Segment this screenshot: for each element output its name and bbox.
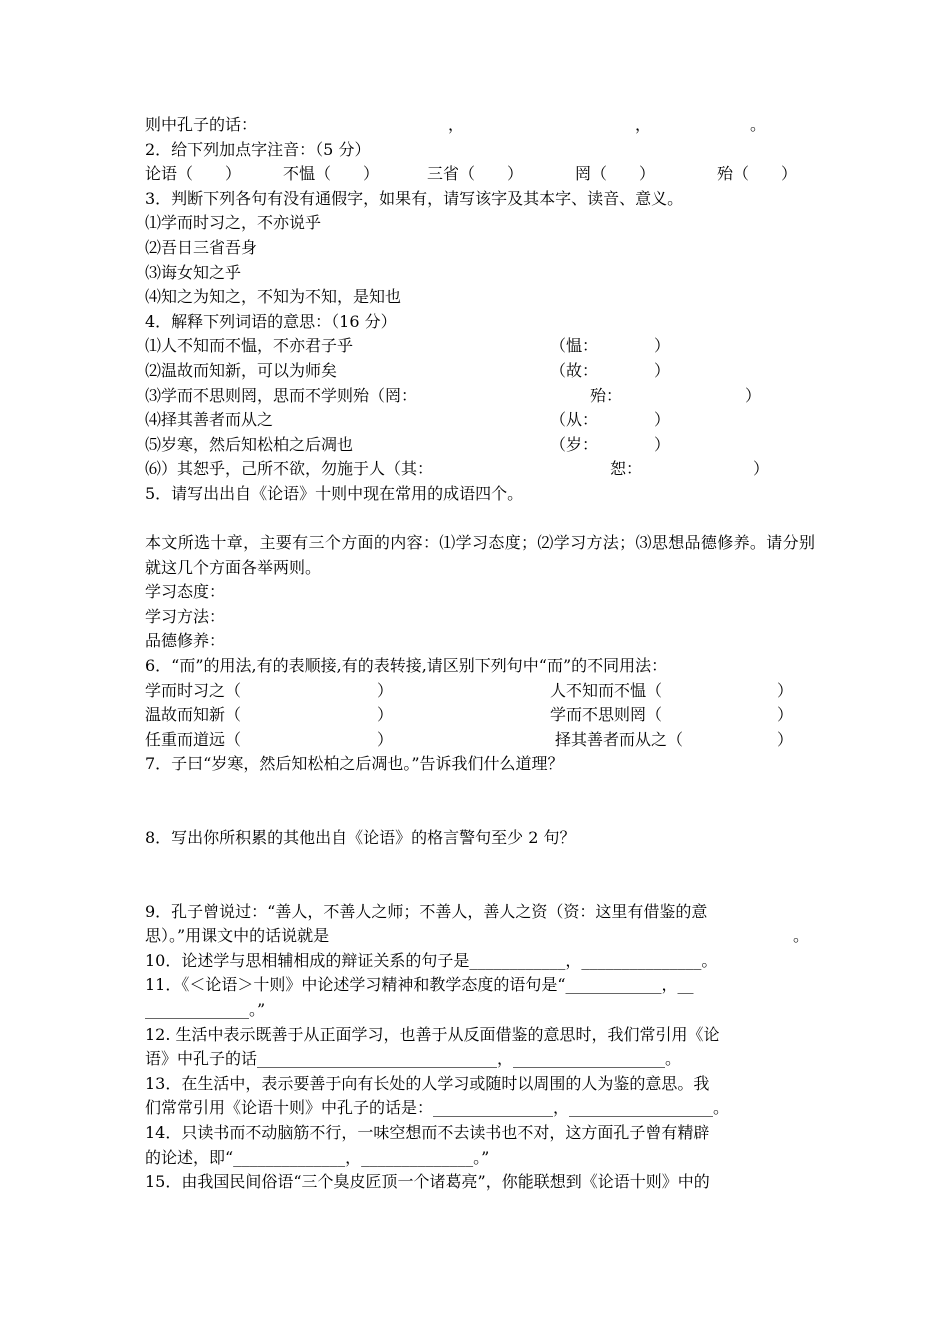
question-2-title: 2．给下列加点字注音：（5 分）	[145, 139, 371, 159]
text-segment: （岁： ）	[550, 434, 671, 454]
pinyin-item: 不愠（ ）	[283, 164, 380, 184]
text-segment: ⑴人不知而不愠，不亦君子乎	[145, 336, 354, 356]
question-12-line: 语》中孔子的话______________________________，___________________。	[145, 1049, 682, 1069]
question-7-title: 7．子曰“岁寒，然后知松柏之后凋也。”告诉我们什么道理？	[145, 754, 564, 774]
question-4-item	[145, 384, 815, 409]
question-4-item	[145, 457, 815, 482]
text-segment: 。	[793, 926, 810, 946]
question-13-line: 13．在生活中，表示要善于向有长处的人学习或随时以周围的人为鉴的意思。我	[145, 1073, 710, 1093]
text-segment: 殆：	[590, 385, 623, 405]
question-4-item	[145, 334, 815, 359]
question-9-line	[145, 924, 815, 949]
question-4-item	[145, 408, 815, 433]
text-segment: 。	[750, 115, 767, 134]
question-11-line: 11．《＜论语＞十则》中论述学习精神和教学态度的语句是“____________，__	[145, 975, 694, 995]
pinyin-item: 三省（ ）	[427, 164, 524, 184]
pinyin-item: 罔（ ）	[575, 164, 656, 184]
text-segment: 学而时习之（	[145, 680, 242, 700]
question-9-line: 9．孔子曾说过：“善人，不善人之师；不善人，善人之资（资：这里有借鉴的意	[145, 901, 708, 921]
text-segment: ）	[745, 385, 762, 405]
question-6-row	[145, 679, 815, 704]
text-segment: 择其善者而从之（	[555, 729, 684, 749]
question-13-line: 们常常引用《论语十则》中孔子的话是：_______________，__________________。	[145, 1098, 730, 1118]
text-segment: ，	[635, 115, 652, 134]
text-segment: ）	[753, 459, 770, 479]
question-6-title: 6．“而”的用法,有的表顺接,有的表转接,请区别下列句中“而”的不同用法：	[145, 656, 668, 676]
question-14-line: 的论述，即“______________，______________。”	[145, 1147, 490, 1167]
question-10: 10．论述学与思相辅相成的辩证关系的句子是____________，_______________。	[145, 950, 718, 970]
text-segment: 人不知而不愠（	[550, 680, 663, 700]
text-segment: ）	[777, 680, 794, 700]
text-segment: 思）。”用课文中的话说就是	[145, 926, 330, 946]
question-12-line: 12. 生活中表示既善于从正面学习，也善于从反面借鉴的意思时，我们常引用《论	[145, 1024, 720, 1044]
text-segment: ⑹）其恕乎，己所不欲，勿施于人（其：	[145, 459, 434, 479]
question-6-row	[145, 728, 815, 753]
pinyin-item: 论语（ ）	[145, 164, 242, 184]
question-5-title: 5．请写出出自《论语》十则中现在常用的成语四个。	[145, 483, 524, 503]
paragraph-content: 本文所选十章，主要有三个方面的内容：⑴学习态度；⑵学习方法；⑶思想品德修养。请分别就这几个方面各举两则。	[145, 533, 815, 577]
text-segment: ）	[777, 729, 794, 749]
pinyin-item: 殆（ ）	[717, 164, 798, 184]
question-15-line: 15．由我国民间俗语“三个臭皮匠顶一个诸葛亮”，你能联想到《论语十则》中的	[145, 1172, 710, 1192]
question-14-line: 14．只读书而不动脑筋不行，一味空想而不去读书也不对，这方面孔子曾有精辟	[145, 1122, 710, 1142]
line-0	[145, 113, 815, 138]
text-segment: ）	[377, 705, 394, 725]
worksheet-body	[145, 113, 815, 1195]
text-segment: （从： ）	[550, 410, 671, 430]
text-segment: 恕：	[610, 459, 643, 479]
question-3-item: ⑷知之为知之，不知为不知，是知也	[145, 287, 402, 307]
text-segment: 学而不思则罔（	[550, 705, 663, 725]
text-segment: ，	[448, 115, 465, 134]
question-6-row	[145, 703, 815, 728]
question-11-line: _____________。”	[145, 1000, 266, 1019]
question-3-item: ⑶诲女知之乎	[145, 262, 242, 282]
text-segment: ⑵温故而知新，可以为师矣	[145, 360, 338, 380]
text-segment: 则中孔子的话：	[145, 115, 258, 134]
text-segment: ）	[377, 680, 394, 700]
question-4-item	[145, 359, 815, 384]
question-8-title: 8．写出你所积累的其他出自《论语》的格言警句至少 2 句？	[145, 828, 576, 848]
question-4-item	[145, 433, 815, 458]
question-2-items	[145, 162, 815, 187]
answer-label: 品德修养：	[145, 631, 226, 651]
text-segment: ）	[377, 729, 394, 749]
text-segment: ⑷择其善者而从之	[145, 410, 274, 430]
text-segment: 温故而知新（	[145, 705, 242, 725]
text-segment: ⑸岁寒，然后知松柏之后凋也	[145, 434, 354, 454]
question-3-title: 3．判断下列各句有没有通假字，如果有，请写该字及其本字、读音、意义。	[145, 188, 684, 208]
text-segment: 任重而道远（	[145, 729, 242, 749]
text-segment: （愠： ）	[550, 336, 671, 356]
text-segment: ⑶学而不思则罔，思而不学则殆（罔：	[145, 385, 418, 405]
answer-label: 学习态度：	[145, 582, 226, 602]
question-4-title: 4．解释下列词语的意思：（16 分）	[145, 311, 397, 331]
question-3-item: ⑴学而时习之，不亦说乎	[145, 213, 322, 233]
text-segment: （故： ）	[550, 360, 671, 380]
answer-label: 学习方法：	[145, 606, 226, 626]
question-3-item: ⑵吾日三省吾身	[145, 237, 258, 257]
text-segment: ）	[777, 705, 794, 725]
